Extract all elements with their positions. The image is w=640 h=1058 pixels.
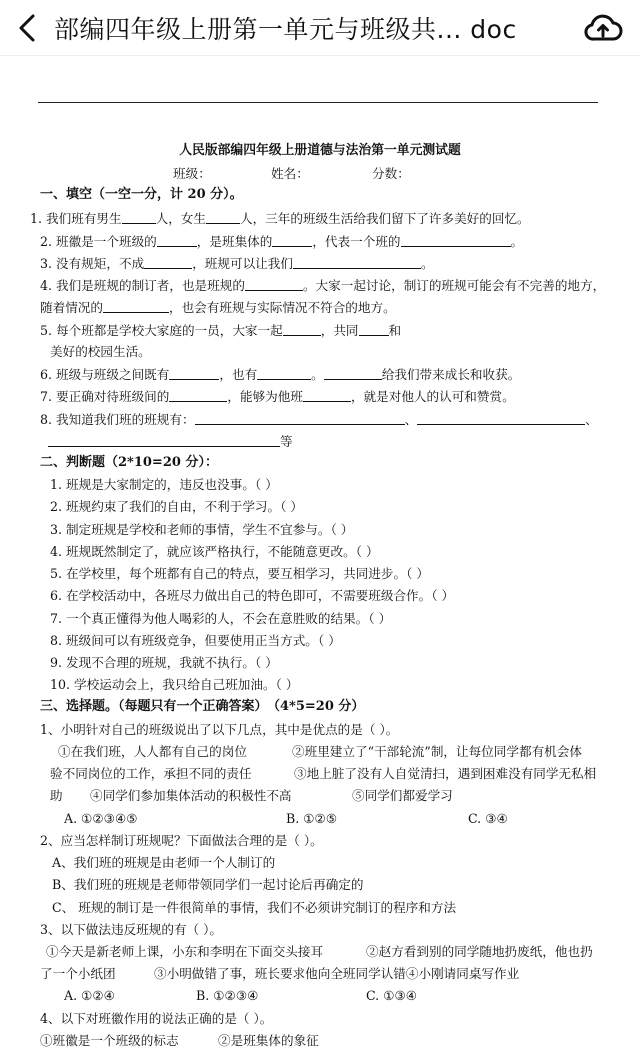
cloud-upload-icon	[583, 11, 623, 45]
choice-q2-option-c: C、 班规的制订是一件很简单的事情，我们不必须讲究制订的程序和方法	[52, 900, 457, 915]
choice-q1-option-c: C. ③④	[468, 811, 508, 826]
class-label: 班级：	[173, 166, 211, 181]
fill-question-5-cont: 美好的校园生活。	[50, 344, 151, 359]
fill-question-6: 6. 班级与班级之间既有 ，也有 。 给我们带来成长和收获。	[40, 367, 521, 382]
choice-q2-option-b: B、我们班的班规是老师带领同学们一起讨论后再确定的	[52, 877, 364, 892]
fill-question-1: 1. 我们班有男生 人，女生 人，三年的班级生活给我们留下了许多美好的回忆。	[30, 211, 530, 226]
fill-question-5: 5. 每个班都是学校大家庭的一员，大家一起 ，共同 和	[40, 323, 402, 338]
choice-q1-line2a: 验不同岗位的工作，承担不同的责任	[50, 766, 252, 781]
section2-heading: 二、判断题（2*10=20 分）：	[40, 455, 218, 470]
choice-question-1: 1、小明针对自己的班级说出了以下几点，其中是优点的是（ ）。	[40, 722, 399, 737]
fill-question-4: 4. 我们是班规的制订者，也是班规的 。大家一起讨论，制订的班规可能会有不完善的地方，	[40, 278, 606, 293]
choice-q3-line1a: ①今天是新老师上课，小东和李明在下面交头接耳	[46, 944, 324, 959]
fill-question-8: 8. 我知道我们班的班规有： 、 、	[40, 412, 598, 427]
choice-q3-line2a: 了一个小纸团	[40, 966, 116, 981]
cloud-upload-button[interactable]	[566, 0, 640, 56]
choice-question-2: 2、应当怎样制订班规呢？下面做法合理的是（ ）。	[40, 833, 323, 848]
judge-item-5: 5. 在学校里，每个班都有自己的特点，要互相学习，共同进步。（ ）	[50, 566, 429, 581]
judge-item-10: 10. 学校运动会上，我只给自己班加油。（ ）	[50, 677, 299, 692]
choice-q3-line2b: ③小明做错了事，班长要求他向全班同学认错④小刚请同桌写作业	[154, 966, 520, 981]
score-label: 分数：	[372, 166, 410, 181]
choice-q3-option-c: C. ①③④	[366, 988, 418, 1003]
choice-q1-line3b: ④同学们参加集体活动的积极性不高	[90, 788, 292, 803]
judge-item-9: 9. 发现不合理的班规，我就不执行。（ ）	[50, 655, 278, 670]
choice-q1-option-b: B. ①②⑤	[286, 811, 338, 826]
judge-item-2: 2. 班规约束了我们的自由，不利于学习。（ ）	[50, 499, 304, 514]
section3-heading: 三、选择题。（每题只有一个正确答案） （4*5=20 分）	[40, 699, 365, 714]
choice-q1-option-a: A. ①②③④⑤	[64, 811, 138, 826]
section1-heading: 一、填空（一空一分，计 20 分）。	[40, 187, 243, 202]
back-button[interactable]	[0, 0, 54, 56]
fill-question-7: 7. 要正确对待班级间的 ，能够为他班 ，就是对他人的认可和赞赏。	[40, 389, 515, 404]
choice-q1-line1b: ②班里建立了“干部轮流”制，让每位同学都有机会体	[292, 744, 582, 759]
choice-question-4: 4、以下对班徽作用的说法正确的是（ ）。	[40, 1011, 273, 1026]
choice-q1-line3c: ⑤同学们都爱学习	[352, 788, 453, 803]
choice-q1-line3a: 助	[50, 788, 63, 803]
chevron-left-icon	[16, 13, 38, 43]
fill-question-4-cont: 随着情况的 ，也会有班规与实际情况不符合的地方。	[40, 300, 396, 315]
choice-q1-line1a: ①在我们班，人人都有自己的岗位	[58, 744, 247, 759]
judge-item-4: 4. 班规既然制定了，就应该严格执行，不能随意更改。（ ）	[50, 544, 379, 559]
judge-item-3: 3. 制定班规是学校和老师的事情，学生不宜参与。（ ）	[50, 522, 354, 537]
fill-question-8-cont: 等	[48, 434, 293, 449]
choice-q3-option-a: A. ①②④	[64, 988, 115, 1003]
top-bar	[0, 0, 640, 56]
judge-item-7: 7. 一个真正懂得为他人喝彩的人，不会在意胜败的结果。（ ）	[50, 611, 392, 626]
choice-q4-line1a: ①班徽是一个班级的标志	[40, 1033, 179, 1048]
fill-question-3: 3. 没有规矩，不成 ，班规可以让我们 。	[40, 256, 434, 271]
choice-q2-option-a: A、我们班的班规是由老师一个人制订的	[52, 855, 276, 870]
choice-q3-option-b: B. ①②③④	[196, 988, 259, 1003]
judge-item-6: 6. 在学校活动中，各班尽力做出自己的特色即可，不需要班级合作。（ ）	[50, 588, 455, 603]
header-rule	[38, 102, 598, 103]
judge-item-1: 1. 班规是大家制定的，违反也没事。（ ）	[50, 477, 278, 492]
fill-question-2: 2. 班徽是一个班级的 ，是班集体的 ，代表一个班的 。	[40, 234, 524, 249]
name-label: 姓名：	[271, 166, 309, 181]
document-title: 部编四年级上册第一单元与班级共... doc	[54, 14, 517, 44]
document-page[interactable]	[0, 56, 640, 1058]
choice-question-3: 3、以下做法违反班规的有（ ）。	[40, 922, 223, 937]
choice-q1-line2b: ③地上脏了没有人自觉清扫，遇到困难没有同学无私相	[294, 766, 597, 781]
choice-q3-line1b: ②赵方看到别的同学随地扔废纸，他也扔	[366, 944, 593, 959]
choice-q4-line1b: ②是班集体的象征	[218, 1033, 319, 1048]
exam-title: 人民版部编四年级上册道德与法治第一单元测试题	[179, 143, 461, 158]
judge-item-8: 8. 班级间可以有班级竞争，但要使用正当方式。（ ）	[50, 633, 341, 648]
